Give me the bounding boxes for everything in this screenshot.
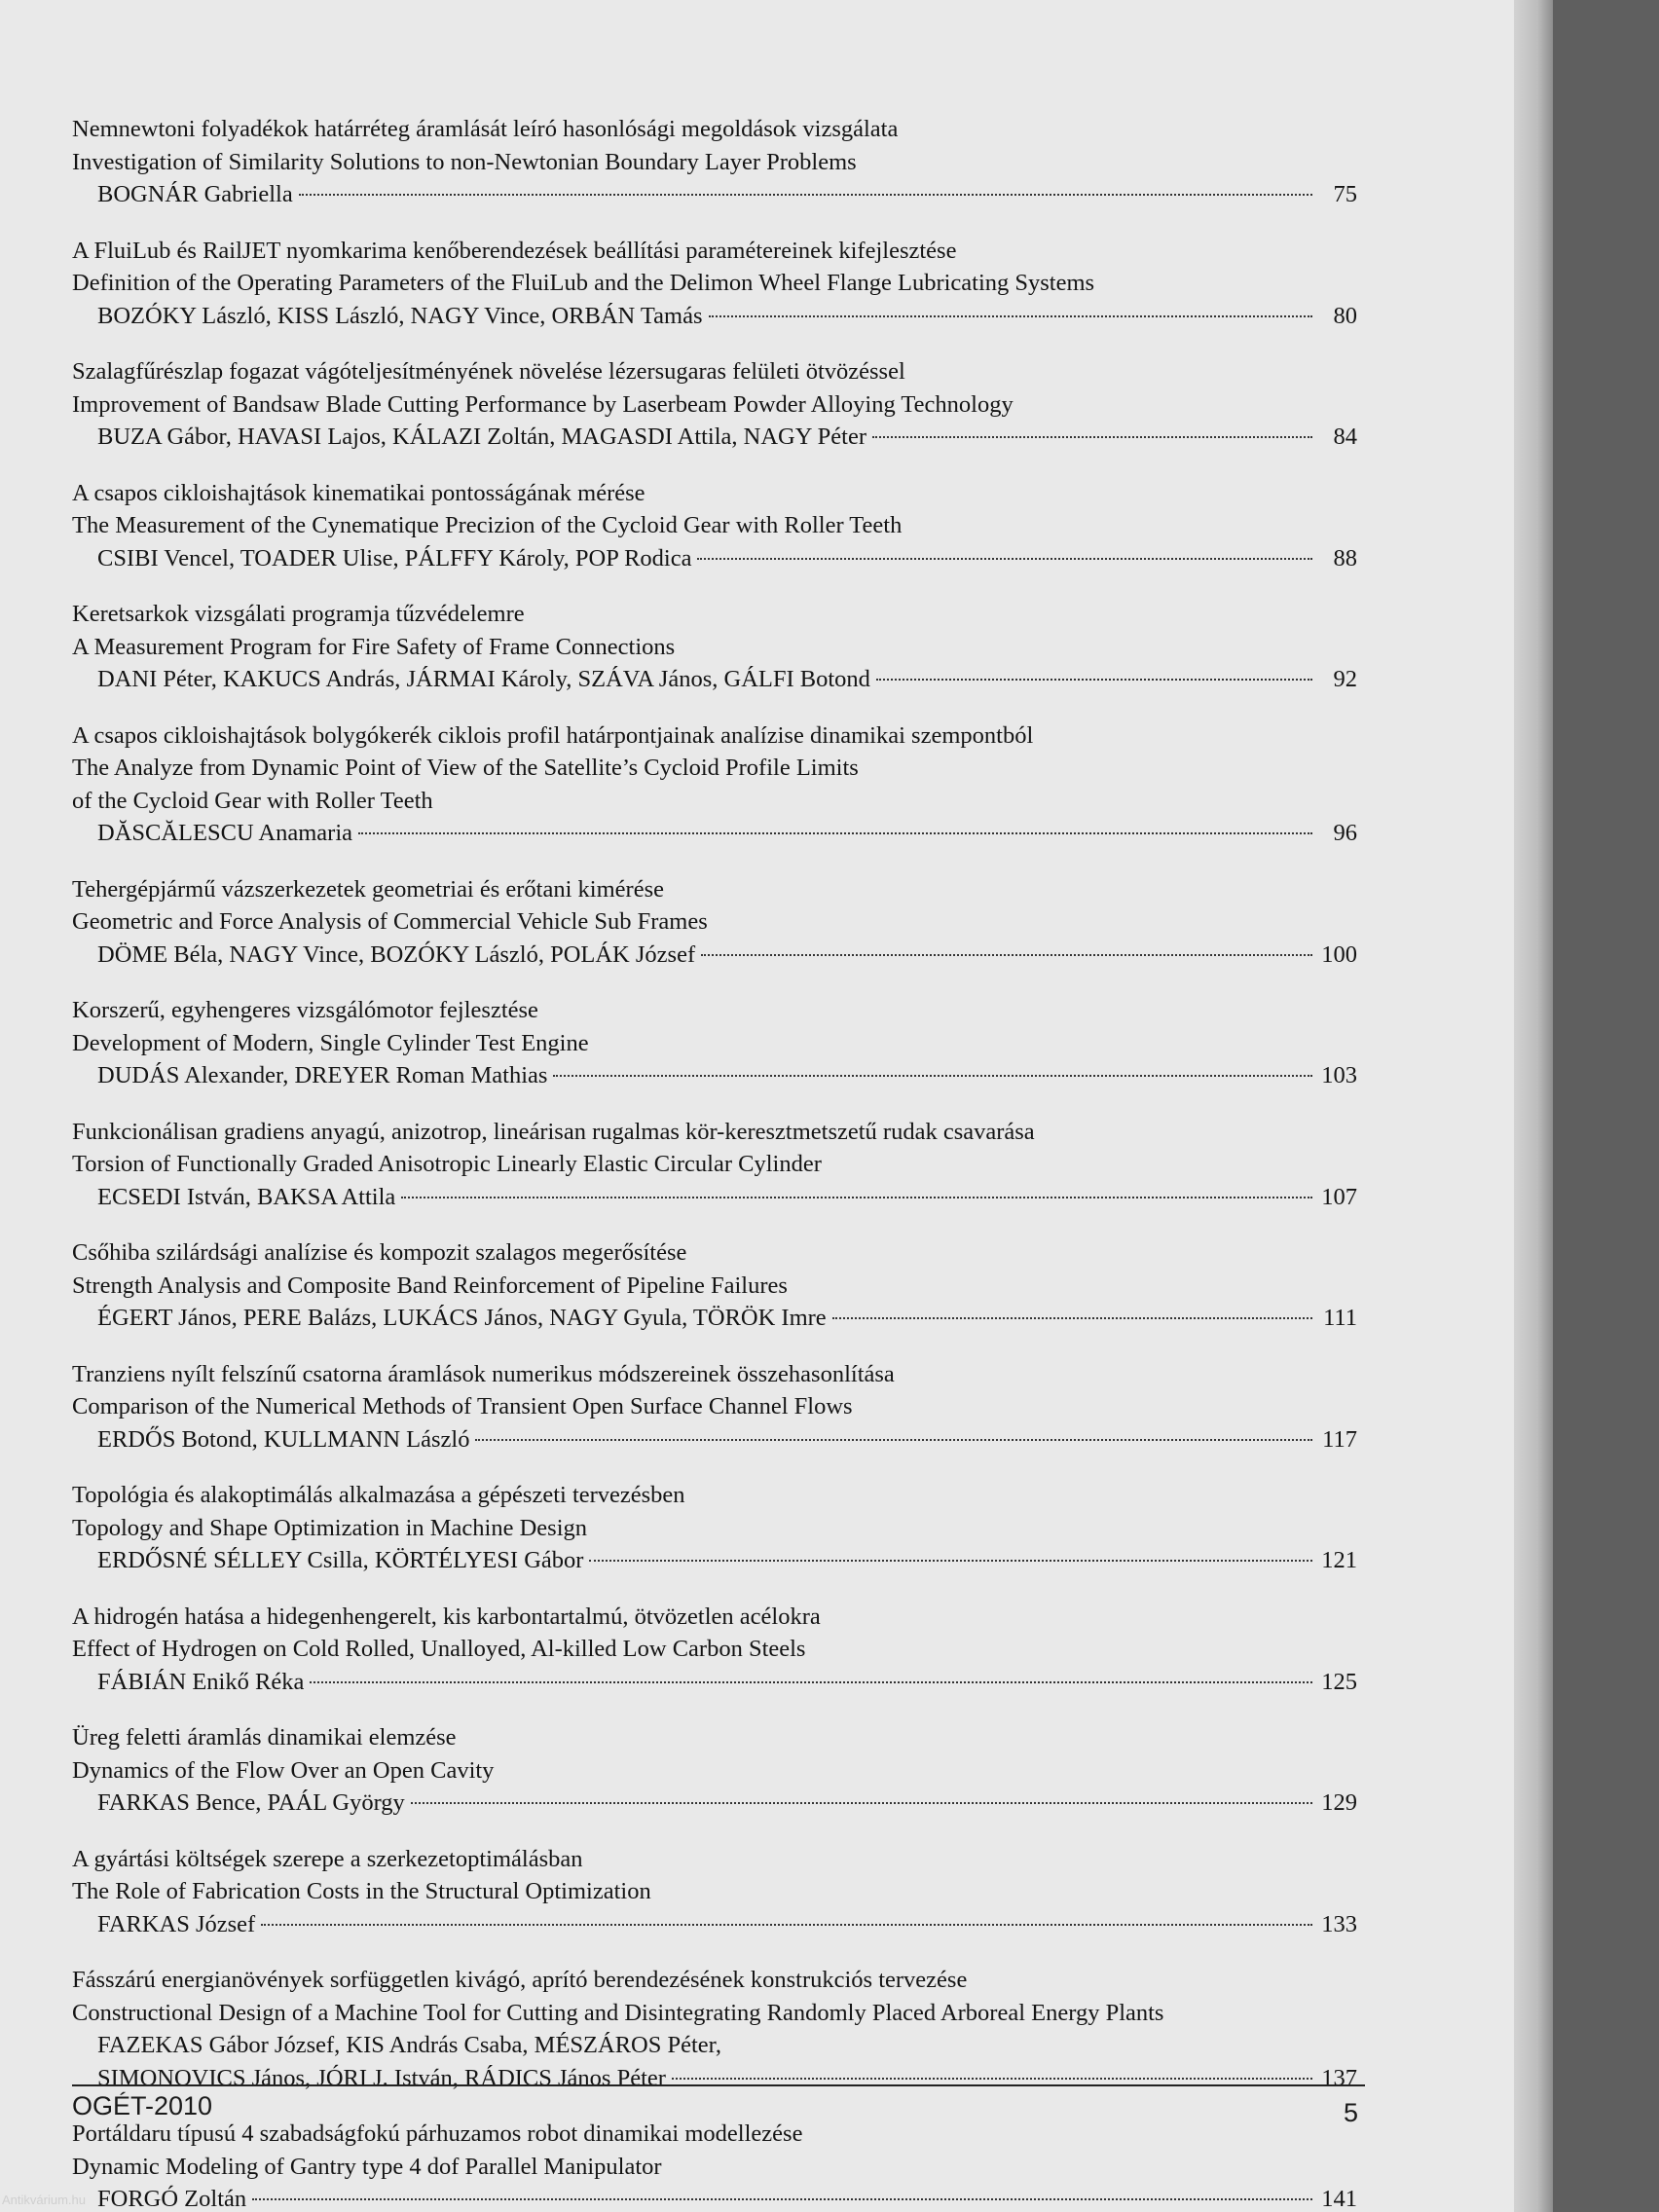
toc-entry xyxy=(72,1721,1357,1820)
entry-title-hungarian: A csapos cikloishajtások kinematikai pontosságának mérése xyxy=(72,479,645,506)
entry-page-number: 137 xyxy=(1321,2064,1357,2091)
toc-entry xyxy=(72,994,1357,1092)
entry-authors: BUZA Gábor, HAVASI Lajos, KÁLAZI Zoltán, MAGASDI Attila, NAGY Péter xyxy=(97,424,866,450)
dot-leader xyxy=(411,1802,1312,1804)
entry-authors: FORGÓ Zoltán xyxy=(97,2186,247,2212)
entry-title-hungarian: Üreg feletti áramlás dinamikai elemzése xyxy=(72,1724,457,1751)
entry-page-number: 103 xyxy=(1321,1062,1357,1088)
toc-entry xyxy=(72,477,1357,575)
entry-title-english: Effect of Hydrogen on Cold Rolled, Unalloyed, Al-killed Low Carbon Steels xyxy=(72,1636,806,1662)
entry-authors: FARKAS József xyxy=(97,1910,256,1937)
entry-title-hungarian: A hidrogén hatása a hidegenhengerelt, kis karbontartalmú, ötvözetlen acélokra xyxy=(72,1603,821,1630)
entry-title-hungarian: Korszerű, egyhengeres vizsgálómotor fejlesztése xyxy=(72,997,538,1023)
entry-authors-row xyxy=(72,817,1357,850)
toc-entry xyxy=(72,873,1357,972)
footer-conference-label: OGÉT-2010 xyxy=(72,2091,213,2120)
toc-entry xyxy=(72,1601,1357,1699)
footer-rule xyxy=(72,2084,1365,2086)
entry-authors-row xyxy=(72,1423,1357,1456)
entry-title-hungarian: Funkcionálisan gradiens anyagú, anizotrop, lineárisan rugalmas kör-keresztmetszetű rudak csavarása xyxy=(72,1118,1035,1145)
entry-title-hungarian: A gyártási költségek szerepe a szerkezetoptimálásban xyxy=(72,1845,583,1872)
dot-leader xyxy=(310,1681,1312,1683)
entry-page-number: 88 xyxy=(1333,544,1357,571)
toc-entry xyxy=(72,1116,1357,1214)
dot-leader xyxy=(261,1924,1312,1926)
entry-authors-row xyxy=(72,300,1357,333)
entry-page-number: 100 xyxy=(1321,940,1357,968)
dot-leader xyxy=(701,954,1312,956)
entry-title-english: of the Cycloid Gear with Roller Teeth xyxy=(72,787,433,814)
entry-title-english: Improvement of Bandsaw Blade Cutting Performance by Laserbeam Powder Alloying Technology xyxy=(72,390,1014,418)
entry-title-hungarian: Csőhiba szilárdsági analízise és kompozit szalagos megerősítése xyxy=(72,1239,687,1266)
dot-leader xyxy=(872,436,1312,438)
entry-title-english: Torsion of Functionally Graded Anisotropic Linearly Elastic Circular Cylinder xyxy=(72,1151,822,1177)
entry-authors-row xyxy=(72,421,1357,454)
entry-title-hungarian: A FluiLub és RailJET nyomkarima kenőberendezések beállítási paramétereinek kifejlesztése xyxy=(72,237,957,264)
toc-entry xyxy=(72,598,1357,696)
entry-authors-row xyxy=(72,1181,1357,1214)
toc-entry xyxy=(72,1479,1357,1577)
dot-leader xyxy=(832,1317,1312,1319)
entry-title-english: The Role of Fabrication Costs in the Structural Optimization xyxy=(72,1878,651,1904)
toc-entry xyxy=(72,1358,1357,1456)
entry-title-english: Geometric and Force Analysis of Commercial Vehicle Sub Frames xyxy=(72,908,708,935)
page-edge xyxy=(1514,0,1553,2212)
entry-authors: ÉGERT János, PERE Balázs, LUKÁCS János, NAGY Gyula, TÖRÖK Imre xyxy=(97,1305,827,1331)
dot-leader xyxy=(697,558,1312,560)
toc-entry xyxy=(72,2118,1357,2212)
toc-entry xyxy=(72,113,1357,211)
entry-authors: ERDŐSNÉ SÉLLEY Csilla, KÖRTÉLYESI Gábor xyxy=(97,1547,584,1573)
dot-leader xyxy=(299,194,1312,196)
table-of-contents xyxy=(72,113,1357,2212)
entry-page-number: 92 xyxy=(1333,666,1357,692)
entry-title-hungarian: Tranziens nyílt felszínű csatorna áramlások numerikus módszereinek összehasonlítása xyxy=(72,1360,895,1387)
dot-leader xyxy=(475,1439,1312,1441)
entry-authors-row xyxy=(72,939,1357,972)
entry-authors: DANI Péter, KAKUCS András, JÁRMAI Károly, SZÁVA János, GÁLFI Botond xyxy=(97,666,870,692)
entry-authors: BOGNÁR Gabriella xyxy=(97,181,293,207)
entry-authors-row xyxy=(72,1302,1357,1335)
entry-authors-row xyxy=(72,1544,1357,1577)
dot-leader xyxy=(401,1197,1312,1198)
toc-entry xyxy=(72,235,1357,333)
entry-page-number: 96 xyxy=(1333,820,1357,846)
toc-entry xyxy=(72,355,1357,454)
entry-title-english: A Measurement Program for Fire Safety of Frame Connections xyxy=(72,633,676,660)
entry-page-number: 125 xyxy=(1321,1668,1357,1695)
entry-title-hungarian: Portáldaru típusú 4 szabadságfokú párhuzamos robot dinamikai modellezése xyxy=(72,2120,803,2147)
entry-title-hungarian: Fásszárú energianövények sorfüggetlen kivágó, aprító berendezésének konstrukciós tervezése xyxy=(72,1967,968,1993)
entry-title-hungarian: Topológia és alakoptimálás alkalmazása a gépészeti tervezésben xyxy=(72,1482,685,1508)
watermark: Antikvárium.hu xyxy=(2,2193,86,2207)
entry-authors-row xyxy=(72,2183,1357,2212)
toc-entry xyxy=(72,1964,1357,2094)
entry-page-number: 75 xyxy=(1333,181,1357,207)
entry-page-number: 80 xyxy=(1333,302,1357,329)
entry-authors-row xyxy=(72,542,1357,575)
entry-authors: SIMONOVICS János, JÓRI J. István, RÁDICS János Péter xyxy=(97,2064,666,2091)
entry-title-hungarian: Tehergépjármű vázszerkezetek geometriai és erőtani kimérése xyxy=(72,875,664,903)
entry-page-number: 117 xyxy=(1322,1425,1357,1453)
entry-authors-row-continued xyxy=(72,2029,1357,2062)
entry-title-hungarian: Keretsarkok vizsgálati programja tűzvédelemre xyxy=(72,601,525,627)
footer-page-number: 5 xyxy=(1344,2098,1359,2127)
entry-authors-row xyxy=(72,178,1357,211)
entry-page-number: 133 xyxy=(1321,1910,1357,1937)
entry-authors: DĂSCĂLESCU Anamaria xyxy=(97,820,352,846)
toc-entry xyxy=(72,1843,1357,1941)
entry-authors: CSIBI Vencel, TOADER Ulise, PÁLFFY Károly, POP Rodica xyxy=(97,544,692,571)
entry-title-english: Constructional Design of a Machine Tool for Cutting and Disintegrating Randomly Placed Arboreal Energy Plants xyxy=(72,1999,1164,2026)
entry-page-number: 121 xyxy=(1321,1547,1357,1573)
toc-entry xyxy=(72,719,1357,850)
entry-authors: DÖME Béla, NAGY Vince, BOZÓKY László, POLÁK József xyxy=(97,940,696,968)
entry-authors-row xyxy=(72,663,1357,696)
entry-authors-row xyxy=(72,1908,1357,1941)
dot-leader xyxy=(358,832,1312,834)
entry-page-number: 111 xyxy=(1323,1305,1357,1331)
entry-authors-row xyxy=(72,1787,1357,1820)
entry-page-number: 129 xyxy=(1321,1789,1357,1816)
entry-authors: FARKAS Bence, PAÁL György xyxy=(97,1789,405,1816)
entry-title-english: Development of Modern, Single Cylinder Test Engine xyxy=(72,1029,589,1056)
entry-title-hungarian: Szalagfűrészlap fogazat vágóteljesítményének növelése lézersugaras felületi ötvözéssel xyxy=(72,358,905,385)
dot-leader xyxy=(589,1560,1312,1562)
dot-leader xyxy=(553,1075,1312,1077)
entry-title-english: Comparison of the Numerical Methods of Transient Open Surface Channel Flows xyxy=(72,1393,853,1419)
entry-authors: ECSEDI István, BAKSA Attila xyxy=(97,1183,396,1210)
entry-title-english: Definition of the Operating Parameters of the FluiLub and the Delimon Wheel Flange Lubricating Systems xyxy=(72,270,1095,296)
entry-authors-row xyxy=(72,1059,1357,1092)
entry-title-english: Strength Analysis and Composite Band Reinforcement of Pipeline Failures xyxy=(72,1272,788,1299)
entry-authors: FAZEKAS Gábor József, KIS András Csaba, MÉSZÁROS Péter, xyxy=(97,2032,721,2058)
entry-authors: DUDÁS Alexander, DREYER Roman Mathias xyxy=(97,1062,548,1088)
entry-title-english: The Analyze from Dynamic Point of View of the Satellite’s Cycloid Profile Limits xyxy=(72,755,859,781)
entry-page-number: 84 xyxy=(1333,424,1357,450)
entry-title-english: Dynamic Modeling of Gantry type 4 dof Parallel Manipulator xyxy=(72,2153,662,2180)
entry-title-hungarian: Nemnewtoni folyadékok határréteg áramlását leíró hasonlósági megoldások vizsgálata xyxy=(72,116,899,142)
toc-entry xyxy=(72,1236,1357,1335)
entry-title-english: Investigation of Similarity Solutions to non-Newtonian Boundary Layer Problems xyxy=(72,148,857,175)
entry-authors: BOZÓKY László, KISS László, NAGY Vince, ORBÁN Tamás xyxy=(97,302,703,329)
dot-leader xyxy=(709,315,1313,317)
entry-page-number: 141 xyxy=(1321,2186,1357,2212)
entry-title-english: The Measurement of the Cynematique Precizion of the Cycloid Gear with Roller Teeth xyxy=(72,512,903,538)
entry-title-hungarian: A csapos cikloishajtások bolygókerék ciklois profil határpontjainak analízise dinamikai szempontból xyxy=(72,721,1034,749)
entry-title-english: Dynamics of the Flow Over an Open Cavity xyxy=(72,1756,495,1784)
entry-authors-row xyxy=(72,2062,1357,2095)
dot-leader xyxy=(876,679,1312,681)
entry-title-english: Topology and Shape Optimization in Machine Design xyxy=(72,1514,588,1541)
entry-authors: FÁBIÁN Enikő Réka xyxy=(97,1668,305,1695)
dot-leader xyxy=(252,2198,1312,2200)
entry-page-number: 107 xyxy=(1321,1183,1357,1210)
entry-authors-row xyxy=(72,1666,1357,1699)
entry-authors: ERDŐS Botond, KULLMANN László xyxy=(97,1425,470,1453)
dot-leader xyxy=(672,2078,1312,2080)
